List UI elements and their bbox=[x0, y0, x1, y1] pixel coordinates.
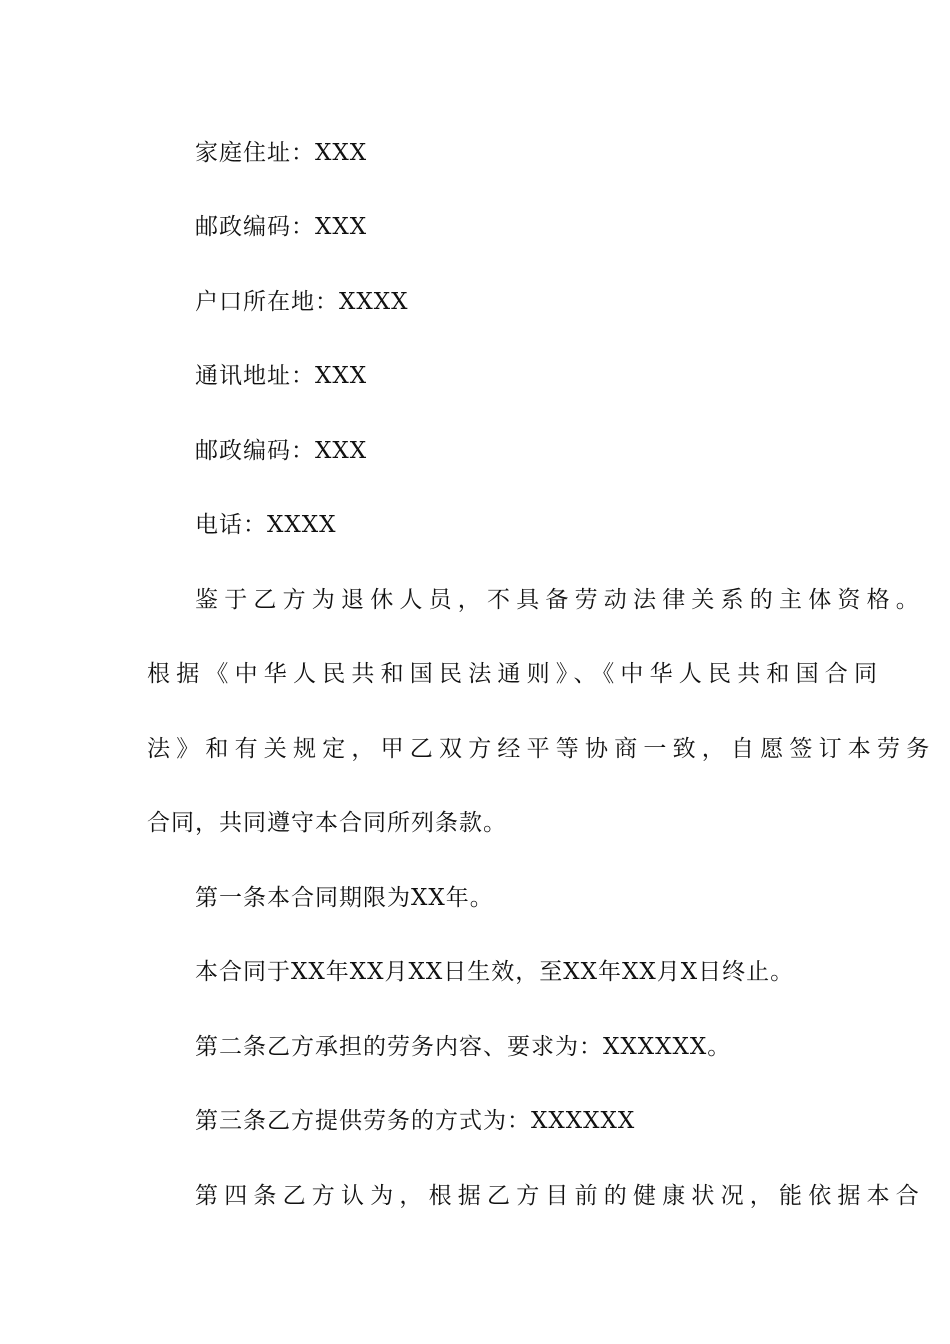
field-household-registration: 户口所在地：XXXX bbox=[195, 289, 409, 315]
article-1-term: 本合同于XX年XX月XX日生效，至XX年XX月X日终止。 bbox=[195, 959, 795, 985]
preamble-line-4: 合同，共同遵守本合同所列条款。 bbox=[147, 810, 507, 836]
field-postal-code-2: 邮政编码：XXX bbox=[195, 438, 368, 464]
field-postal-code: 邮政编码：XXX bbox=[195, 214, 368, 240]
field-home-address: 家庭住址：XXX bbox=[195, 140, 368, 166]
preamble-line-1: 鉴于乙方为退休人员，不具备劳动法律关系的主体资格。 bbox=[195, 587, 925, 613]
field-mailing-address: 通讯地址：XXX bbox=[195, 363, 368, 389]
article-2: 第二条乙方承担的劳务内容、要求为：XXXXXX。 bbox=[195, 1034, 732, 1060]
article-4: 第四条乙方认为，根据乙方目前的健康状况，能依据本合 bbox=[195, 1183, 925, 1209]
article-3: 第三条乙方提供劳务的方式为：XXXXXX bbox=[195, 1108, 636, 1134]
preamble-line-2: 根据《中华人民共和国民法通则》、《中华人民共和国合同 bbox=[147, 661, 884, 687]
preamble-line-3: 法》和有关规定，甲乙双方经平等协商一致，自愿签订本劳务 bbox=[147, 736, 936, 762]
article-1: 第一条本合同期限为XX年。 bbox=[195, 885, 494, 911]
field-phone: 电话：XXXX bbox=[195, 512, 337, 538]
